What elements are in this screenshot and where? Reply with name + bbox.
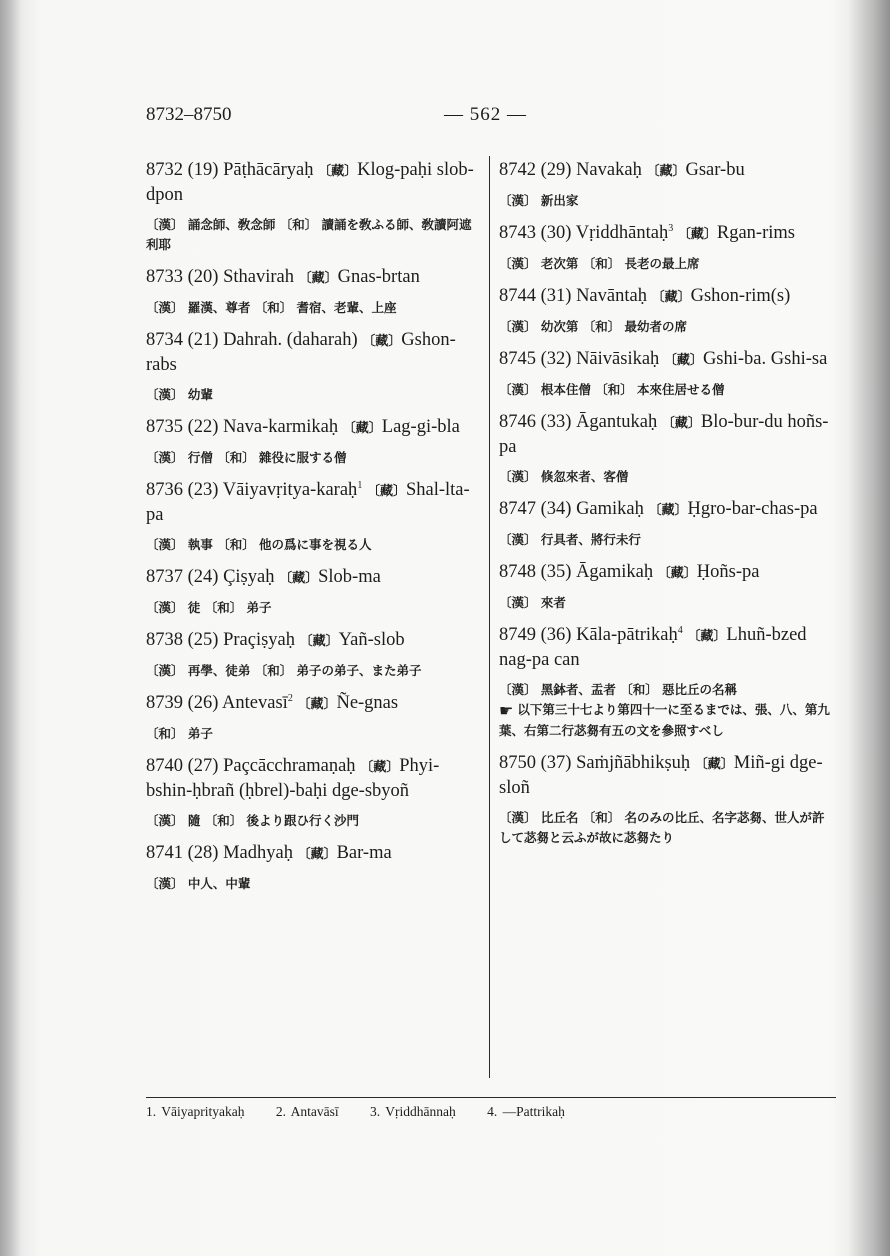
tibetan-term: Miñ-gi dge-sloñ: [499, 752, 823, 798]
headword: 8743 (30) Vṛiddhāntaḥ: [499, 223, 669, 243]
tibetan-term: Klog-paḥi slob-dpon: [146, 160, 474, 205]
gloss: 〔漢〕 執事 〔和〕 他の爲に事を視る人: [146, 537, 372, 552]
footnote-1: 1. Vāiyaprityakaḥ: [146, 1104, 245, 1119]
entry-8746: [499, 410, 833, 487]
headword: 8739 (26) Antevasī: [146, 693, 288, 713]
gloss: 〔漢〕 隨 〔和〕 後より跟ひ行く沙門: [146, 813, 360, 828]
tibetan-term: Phyi-bshin-ḥbrañ (ḥbrel)-baḥi dge-sbyoñ: [146, 756, 440, 801]
tibetan-term: Gshi-ba. Gshi-sa: [702, 349, 828, 369]
footnote-marker: 2: [287, 692, 293, 704]
entry-8739: [146, 691, 480, 744]
gloss: 〔漢〕 來者: [499, 595, 566, 610]
gloss: 〔漢〕 行具者、將行未行: [499, 532, 641, 547]
headword: 8741 (28) Madhyaḥ: [146, 843, 293, 863]
left-column: [146, 158, 480, 904]
tibetan-term: Gnas-brtan: [337, 267, 420, 287]
footnote-marker: 3: [668, 222, 674, 234]
page-header: [146, 104, 836, 134]
headword: 8748 (35) Āgamikaḥ: [499, 562, 654, 582]
headword: 8736 (23) Vāiyavṛitya-karaḥ: [146, 480, 358, 500]
footnote-3: 3. Vṛiddhānnaḥ: [369, 1104, 456, 1119]
tibetan-label: 〔藏〕: [661, 415, 701, 430]
headword: 8744 (31) Navāntaḥ: [499, 286, 647, 306]
tibetan-term: Blo-bur-du hoñs-pa: [499, 412, 829, 457]
tibetan-label: 〔藏〕: [651, 289, 691, 304]
footnote-2: 2. Antavāsī: [275, 1104, 339, 1119]
entry-8742: [499, 158, 833, 211]
tibetan-label: 〔藏〕: [299, 633, 339, 648]
entry-8750: [499, 751, 833, 848]
tibetan-term: Lhuñ-bzed nag-pa can: [499, 625, 807, 670]
tibetan-term: Ḥgro-bar-chas-pa: [687, 499, 818, 519]
entry-8737: [146, 565, 480, 618]
note-text: 以下第三十七より第四十一に至るまでは、張、八、第九葉、右第二行苾芻有五の文を參照すべし: [499, 702, 830, 738]
entry-8738: [146, 628, 480, 681]
entry-8735: [146, 415, 480, 468]
entry-8744: [499, 284, 833, 337]
headword: 8742 (29) Navakaḥ: [499, 160, 642, 180]
entry-8745: [499, 347, 833, 400]
page-number: — 562 —: [444, 104, 527, 125]
entry-8736: [146, 478, 480, 555]
gloss: 〔漢〕 根本住僧 〔和〕 本來住居せる僧: [499, 382, 725, 397]
gloss: 〔漢〕 新出家: [499, 193, 579, 208]
gloss: 〔漢〕 徒 〔和〕 弟子: [146, 600, 272, 615]
page-right-shadow: [848, 0, 890, 1256]
tibetan-label: 〔藏〕: [298, 270, 338, 285]
headword: 8750 (37) Saṁjñābhikṣuḥ: [499, 752, 691, 773]
tibetan-label: 〔藏〕: [360, 759, 400, 774]
footnote-marker: 1: [357, 479, 363, 491]
gloss: 〔漢〕 幼次第 〔和〕 最幼者の席: [499, 319, 688, 334]
tibetan-label: 〔藏〕: [297, 846, 337, 861]
tibetan-label: 〔藏〕: [646, 163, 686, 178]
headword: 8746 (33) Āgantukaḥ: [499, 412, 658, 432]
entry-8748: [499, 560, 833, 613]
column-divider: [489, 156, 490, 1078]
tibetan-label: 〔藏〕: [677, 226, 717, 241]
footnotes: [146, 1097, 836, 1120]
headword: 8734 (21) Dahrah. (daharah): [146, 330, 358, 350]
tibetan-label: 〔藏〕: [366, 483, 406, 498]
headword: 8738 (25) Praçiṣyaḥ: [146, 630, 295, 650]
tibetan-label: 〔藏〕: [663, 352, 703, 367]
entry-8734: [146, 328, 480, 405]
tibetan-term: Bar-ma: [336, 843, 392, 863]
entry-8732: [146, 158, 480, 255]
entry-8749: [499, 623, 833, 741]
tibetan-term: Gsar-bu: [685, 160, 745, 180]
tibetan-label: 〔藏〕: [342, 420, 382, 435]
entry-8741: [146, 841, 480, 894]
gloss: 〔漢〕 黑鉢者、盂者 〔和〕 惡比丘の名稱: [499, 682, 738, 697]
tibetan-term: Rgan-rims: [716, 223, 795, 243]
tibetan-term: Yañ-slob: [338, 630, 405, 650]
gloss: 〔漢〕 比丘名 〔和〕 名のみの比丘、名字苾芻、世人が許して苾芻と云ふが故に苾芻たり: [499, 809, 825, 845]
tibetan-term: Lag-gi-bla: [381, 417, 460, 437]
headword: 8740 (27) Paçcācchramaṇaḥ: [146, 756, 356, 776]
tibetan-term: Slob-ma: [318, 567, 381, 587]
page-left-shadow: [0, 0, 22, 1256]
gloss: 〔漢〕 中人、中輩: [146, 876, 251, 891]
tibetan-term: Ñe-gnas: [336, 693, 399, 713]
entry-8733: [146, 265, 480, 318]
gloss: 〔漢〕 老次第 〔和〕 長老の最上席: [499, 256, 700, 271]
headword: 8747 (34) Gamikaḥ: [499, 499, 644, 519]
entry-range: 8732–8750: [146, 104, 232, 125]
entry-8747: [499, 497, 833, 550]
pointing-hand-icon: ☛: [499, 700, 514, 720]
tibetan-term: Gshon-rim(s): [690, 286, 791, 306]
tibetan-label: 〔藏〕: [318, 163, 358, 178]
footnote-marker: 4: [677, 624, 683, 636]
headword: 8732 (19) Pāṭhācāryaḥ: [146, 160, 314, 180]
tibetan-term: Ḥoñs-pa: [696, 562, 760, 582]
tibetan-label: 〔藏〕: [362, 333, 402, 348]
tibetan-term: Gshon-rabs: [146, 330, 456, 375]
gloss: 〔漢〕 幼輩: [146, 387, 213, 402]
tibetan-label: 〔藏〕: [648, 502, 688, 517]
gloss: 〔漢〕 再學、徒弟 〔和〕 弟子の弟子、また弟子: [146, 663, 422, 678]
gloss: 〔漢〕 誦念師、敎念師 〔和〕 讀誦を敎ふる師、敎讀阿遮利耶: [146, 217, 472, 252]
headword: 8733 (20) Sthavirah: [146, 267, 294, 287]
entry-8740: [146, 754, 480, 831]
tibetan-label: 〔藏〕: [297, 696, 337, 711]
headword: 8737 (24) Çiṣyaḥ: [146, 567, 275, 587]
tibetan-label: 〔藏〕: [694, 755, 734, 771]
tibetan-label: 〔藏〕: [279, 570, 319, 585]
right-column: [499, 158, 833, 858]
tibetan-label: 〔藏〕: [687, 628, 727, 643]
tibetan-term: Shal-lta-pa: [146, 480, 470, 525]
gloss: 〔漢〕 羅漢、尊者 〔和〕 耆宿、老輩、上座: [146, 300, 397, 315]
footnote-4: 4. —Pattrikaḥ: [487, 1104, 565, 1119]
tibetan-label: 〔藏〕: [657, 565, 697, 580]
headword: 8749 (36) Kāla-pātrikaḥ: [499, 625, 678, 645]
entry-8743: [499, 221, 833, 274]
gloss: 〔漢〕 行僧 〔和〕 雜役に服する僧: [146, 450, 347, 465]
gloss: 〔漢〕 倏忽來者、客僧: [499, 469, 629, 484]
cross-reference-note: [499, 700, 833, 741]
headword: 8735 (22) Nava-karmikaḥ: [146, 417, 339, 437]
headword: 8745 (32) Nāivāsikaḥ: [499, 349, 660, 369]
gloss: 〔和〕 弟子: [146, 726, 213, 741]
